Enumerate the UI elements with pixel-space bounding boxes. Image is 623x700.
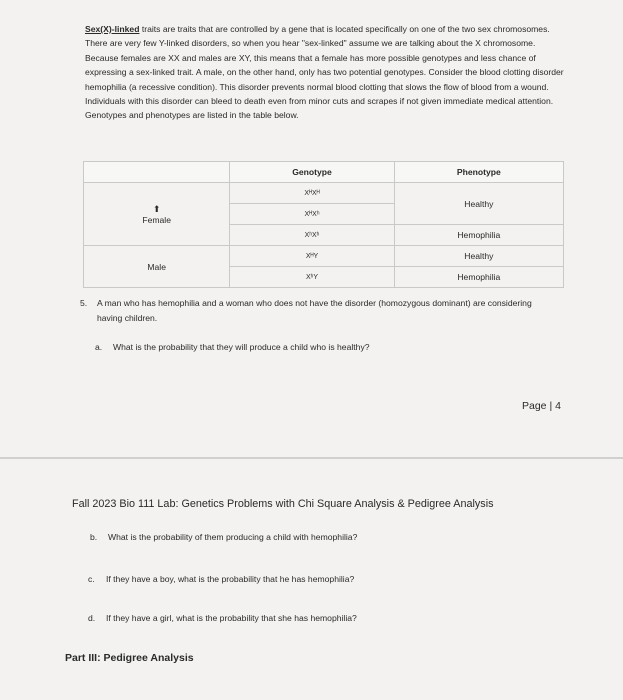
phenotype-header: Phenotype [394, 162, 563, 183]
genotype-cell: XᴴXʰ [230, 204, 394, 225]
page-header: Fall 2023 Bio 111 Lab: Genetics Problems with Chi Square Analysis & Pedigree Analysis [72, 498, 494, 510]
phenotype-cell: Hemophilia [394, 225, 563, 246]
genotype-cell: XᴴY [230, 246, 394, 267]
male-label: Male [84, 246, 230, 288]
genotype-cell: XʰXʰ [230, 225, 394, 246]
genotype-cell: XᴴXᴴ [230, 183, 394, 204]
question-5b [90, 532, 357, 542]
genotype-phenotype-table [83, 161, 564, 288]
phenotype-cell: Healthy [394, 246, 563, 267]
question-5-number: 5. [80, 298, 88, 308]
table-corner-cell [84, 162, 230, 183]
intro-paragraph [85, 22, 570, 123]
phenotype-cell: Hemophilia [394, 267, 563, 288]
question-5 [80, 296, 550, 325]
question-5a [95, 342, 370, 352]
cursor-arrow-icon: ⬆ [152, 203, 161, 214]
question-5-text: A man who has hemophilia and a woman who does not have the disorder (homozygous dominant) are considering having children. [97, 298, 532, 323]
question-5d-text: If they have a girl, what is the probability that she has hemophilia? [106, 613, 357, 623]
intro-text: traits are traits that are controlled by a gene that is located specifically on one of the two sex chromosomes. There are very few Y-linked disorders, so when you hear "sex-linked" assume we are talking about the X chromosome. Because females are XX and males are XY, this means that a female has more possible genotypes and less chance of expressing a sex-linked trait. A male, on the other hand, only has two potential genotypes. Consider the blood clotting disorder hemophilia (a recessive condition). This disorder prevents normal blood clotting that slows the flow of blood from a wound. Individuals with this disorder can bleed to death even from minor cuts and scrapes if not given immediate medical attention. Genotypes and phenotypes are listed in the table below. [85, 24, 564, 121]
question-5a-letter: a. [95, 342, 103, 352]
question-5c [88, 574, 354, 584]
question-5a-text: What is the probability that they will produce a child who is healthy? [113, 342, 370, 352]
question-5c-text: If they have a boy, what is the probability that he has hemophilia? [106, 574, 355, 584]
genotype-cell: XʰY [230, 267, 394, 288]
genotype-header: Genotype [230, 162, 394, 183]
page-divider [0, 457, 623, 459]
question-5d [88, 613, 357, 623]
phenotype-cell: Healthy [394, 183, 563, 225]
intro-term: Sex(X)-linked [85, 24, 140, 34]
page-number: Page | 4 [522, 400, 561, 412]
female-label: Female [142, 214, 171, 225]
question-5c-letter: c. [88, 574, 95, 584]
question-5b-text: What is the probability of them producing a child with hemophilia? [108, 532, 358, 542]
question-5d-letter: d. [88, 613, 96, 623]
question-5b-letter: b. [90, 532, 98, 542]
part-3-heading: Part III: Pedigree Analysis [65, 652, 194, 664]
female-cell [84, 183, 230, 246]
